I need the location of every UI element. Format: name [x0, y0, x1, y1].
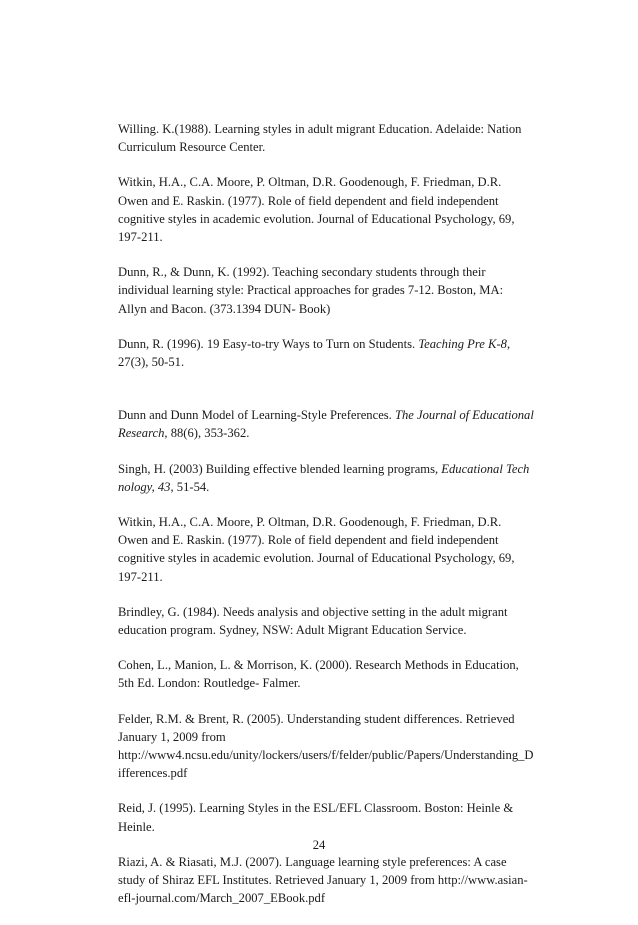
- reference-text: Riazi, A. & Riasati, M.J. (2007). Language learning style preferences: A case: [118, 854, 507, 869]
- reference-text: Owen and E. Raskin. (1977). Role of field dependent and field independent: [118, 193, 499, 208]
- reference-text: Allyn and Bacon. (373.1394 DUN- Book): [118, 301, 331, 316]
- reference-line: [118, 478, 550, 496]
- reference-text: Singh, H. (2003) Building effective blended learning programs,: [118, 461, 442, 476]
- reference-line: [118, 674, 550, 692]
- italic-text: Educational Tech: [441, 461, 530, 476]
- reference-line: [118, 460, 550, 478]
- reference-text: 197-211.: [118, 569, 163, 584]
- reference-line: [118, 335, 550, 353]
- reference-line: [118, 173, 550, 191]
- italic-text: Research,: [118, 426, 168, 441]
- reference-text: 88(6), 353-362.: [167, 426, 250, 441]
- reference-line: [118, 210, 550, 228]
- reference-text: Curriculum Resource Center.: [118, 140, 266, 155]
- reference-entry: [118, 263, 550, 318]
- reference-text: ifferences.pdf: [118, 766, 188, 781]
- reference-text: http://www4.ncsu.edu/unity/lockers/users/f/felder/public/Papers/Understanding_D: [118, 748, 534, 763]
- reference-line: [118, 406, 550, 424]
- reference-entry: [118, 335, 550, 371]
- reference-text: Heinle.: [118, 819, 155, 834]
- reference-entry: [118, 120, 550, 156]
- reference-line: [118, 728, 550, 746]
- reference-line: [118, 871, 550, 889]
- reference-text: Owen and E. Raskin. (1977). Role of field dependent and field independent: [118, 533, 499, 548]
- reference-entry: [118, 460, 550, 496]
- reference-text: cognitive styles in academic evolution. Journal of Educational Psychology, 69,: [118, 211, 515, 226]
- reference-text: Willing. K.(1988). Learning styles in adult migrant Education. Adelaide: Nation: [118, 122, 522, 136]
- reference-line: [118, 889, 550, 907]
- reference-entry: [118, 656, 550, 692]
- reference-line: [118, 818, 550, 836]
- reference-line: [118, 120, 550, 138]
- reference-text: , 51-54.: [170, 479, 210, 494]
- reference-entry: [118, 710, 550, 783]
- reference-list: [118, 120, 550, 925]
- reference-line: [118, 710, 550, 728]
- reference-text: cognitive styles in academic evolution. Journal of Educational Psychology, 69,: [118, 551, 515, 566]
- reference-line: [118, 300, 550, 318]
- reference-line: [118, 138, 550, 156]
- reference-text: individual learning style: Practical approaches for grades 7-12. Boston, MA:: [118, 283, 504, 298]
- reference-line: [118, 228, 550, 246]
- reference-text: Brindley, G. (1984). Needs analysis and objective setting in the adult migrant: [118, 604, 508, 619]
- italic-text: nology, 43: [118, 479, 171, 494]
- reference-text: Dunn, R. (1996). 19 Easy-to-try Ways to Turn on Students.: [118, 336, 419, 351]
- reference-text: ,: [506, 336, 511, 351]
- reference-line: [118, 549, 550, 567]
- reference-line: [118, 746, 550, 764]
- reference-text: Dunn, R., & Dunn, K. (1992). Teaching secondary students through their: [118, 265, 486, 280]
- reference-line: [118, 263, 550, 281]
- reference-line: [118, 513, 550, 531]
- reference-line: [118, 621, 550, 639]
- reference-text: January 1, 2009 from: [118, 729, 226, 744]
- reference-entry: [118, 603, 550, 639]
- reference-line: [118, 531, 550, 549]
- reference-entry: [118, 799, 550, 835]
- reference-text: Dunn and Dunn Model of Learning-Style Preferences.: [118, 408, 395, 423]
- reference-line: [118, 568, 550, 586]
- reference-text: Witkin, H.A., C.A. Moore, P. Oltman, D.R. Goodenough, F. Friedman, D.R.: [118, 515, 502, 530]
- reference-line: [118, 424, 550, 442]
- reference-line: [118, 281, 550, 299]
- reference-text: Witkin, H.A., C.A. Moore, P. Oltman, D.R. Goodenough, F. Friedman, D.R.: [118, 175, 502, 190]
- reference-line: [118, 853, 550, 871]
- reference-line: [118, 192, 550, 210]
- reference-text: Cohen, L., Manion, L. & Morrison, K. (2000). Research Methods in Education,: [118, 658, 519, 673]
- reference-text: 197-211.: [118, 230, 163, 245]
- reference-text: education program. Sydney, NSW: Adult Migrant Education Service.: [118, 623, 467, 638]
- reference-text: Reid, J. (1995). Learning Styles in the ESL/EFL Classroom. Boston: Heinle &: [118, 801, 514, 816]
- reference-text: 5th Ed. London: Routledge- Falmer.: [118, 676, 301, 691]
- reference-entry: [118, 406, 550, 442]
- reference-text: 27(3), 50-51.: [118, 355, 185, 370]
- reference-entry: [118, 853, 550, 908]
- reference-entry: [118, 173, 550, 246]
- italic-text: The Journal of Educational: [394, 408, 534, 423]
- reference-line: [118, 353, 550, 371]
- page-number: 24: [312, 838, 326, 852]
- reference-text: efl-journal.com/March_2007_EBook.pdf: [118, 891, 326, 906]
- reference-text: study of Shiraz EFL Institutes. Retrieved January 1, 2009 from http://www.asian-: [118, 873, 528, 888]
- reference-line: [118, 799, 550, 817]
- reference-entry: [118, 513, 550, 586]
- reference-line: [118, 603, 550, 621]
- reference-text: Felder, R.M. & Brent, R. (2005). Understanding student differences. Retrieved: [118, 711, 515, 726]
- italic-text: Teaching Pre K-8: [418, 336, 507, 351]
- reference-line: [118, 764, 550, 782]
- reference-line: [118, 656, 550, 674]
